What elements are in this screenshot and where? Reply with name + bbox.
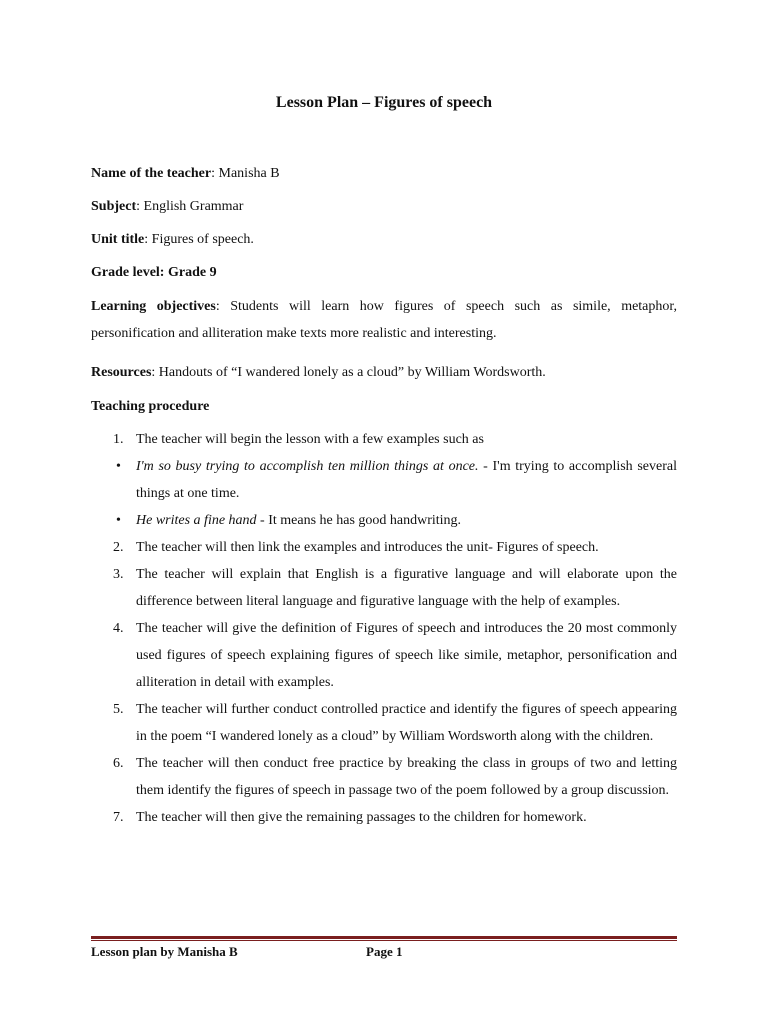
footer-divider (91, 936, 677, 939)
unit-line (91, 226, 677, 253)
list-marker: 3. (113, 567, 124, 582)
list-item (91, 534, 677, 561)
teacher-line (91, 160, 677, 187)
list-marker: 1. (113, 432, 124, 447)
bullet-marker: • (116, 459, 121, 474)
list-item-text: - I'm trying to accomplish several things at one time. (136, 459, 677, 501)
list-item (91, 453, 677, 507)
list-item-text: The teacher will then give the remaining passages to the children for homework. (136, 810, 587, 825)
list-marker: 5. (113, 702, 124, 717)
list-marker: 2. (113, 540, 124, 555)
example-phrase: He writes a fine hand (136, 513, 257, 528)
teacher-value: : Manisha B (211, 166, 280, 181)
subject-line (91, 193, 677, 220)
resources-label: Resources (91, 365, 152, 380)
unit-label: Unit title (91, 232, 145, 247)
resources-line (91, 359, 677, 386)
list-item (91, 804, 677, 831)
subject-value: : English Grammar (136, 199, 244, 214)
list-item-text: - It means he has good handwriting. (256, 513, 462, 528)
footer-divider-thin (91, 940, 677, 941)
grade-line (91, 259, 677, 286)
teacher-label: Name of the teacher (91, 166, 212, 181)
procedure-heading-text: Teaching procedure (91, 399, 210, 414)
procedure-heading (91, 393, 677, 420)
footer-page-number: Page 1 (366, 944, 403, 959)
objectives-label: Learning objectives (91, 299, 216, 314)
procedure-list (91, 426, 677, 831)
document-title: Lesson Plan – Figures of speech (275, 94, 493, 111)
list-marker: 6. (113, 756, 124, 771)
subject-label: Subject (91, 199, 137, 214)
list-item-text: The teacher will then link the examples and introduces the unit- Figures of speech. (136, 540, 599, 555)
list-item (91, 696, 677, 750)
list-item-text: The teacher will then conduct free practice by breaking the class in groups of two and letting them identify the figures of speech in passage two of the poem followed by a group discussion. (136, 756, 677, 798)
grade-value: Grade 9 (164, 265, 217, 280)
list-item (91, 750, 677, 804)
example-phrase: I'm so busy trying to accomplish ten million things at once. (136, 459, 479, 474)
bullet-marker: • (116, 513, 121, 528)
list-item-text: The teacher will further conduct controlled practice and identify the figures of speech appearing in the poem “I wandered lonely as a cloud” by William Wordsworth along with the children. (136, 702, 677, 744)
footer-author: Lesson plan by Manisha B (91, 944, 238, 959)
objectives-line (91, 293, 677, 347)
grade-label: Grade level: (91, 265, 165, 280)
list-item (91, 561, 677, 615)
list-item-text: The teacher will begin the lesson with a few examples such as (136, 432, 484, 447)
resources-value: : Handouts of “I wandered lonely as a cloud” by William Wordsworth. (151, 365, 546, 380)
list-item (91, 426, 677, 453)
list-item (91, 507, 677, 534)
list-item-text: The teacher will give the definition of Figures of speech and introduces the 20 most commonly used figures of speech explaining figures of speech like simile, metaphor, personification and alliteration in detail with examples. (136, 621, 677, 690)
objectives-value: : Students will learn how figures of speech such as simile, metaphor, personification and alliteration make texts more realistic and interesting. (91, 299, 677, 341)
list-marker: 4. (113, 621, 124, 636)
list-item-text: The teacher will explain that English is a figurative language and will elaborate upon the difference between literal language and figurative language with the help of examples. (136, 567, 677, 609)
list-item (91, 615, 677, 696)
list-marker: 7. (113, 810, 124, 825)
unit-value: : Figures of speech. (144, 232, 254, 247)
